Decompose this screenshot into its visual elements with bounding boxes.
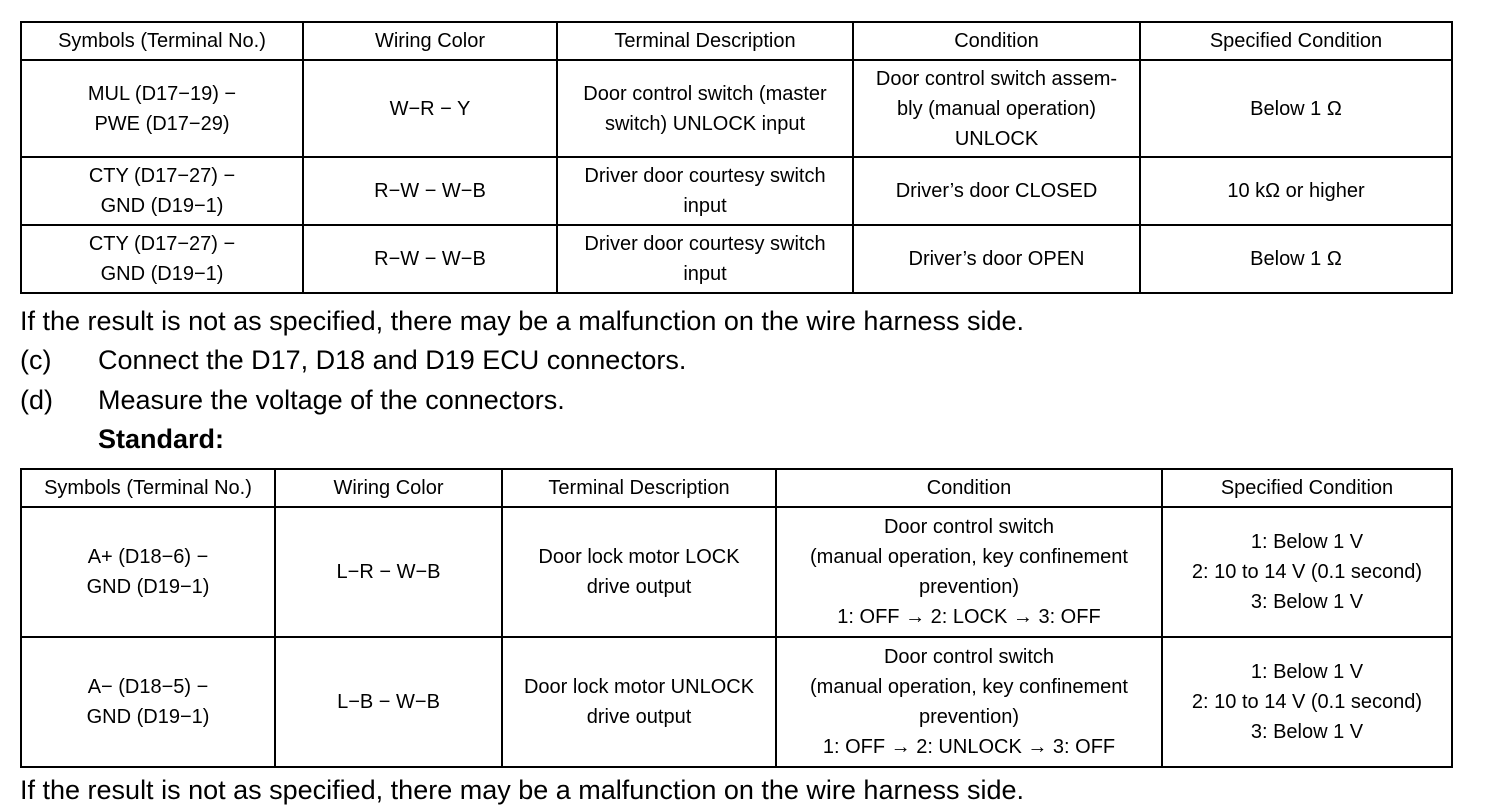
cell-symbols <box>21 157 303 225</box>
header-condition: Condition <box>776 469 1162 507</box>
cell-symbols <box>21 637 275 767</box>
description-line: switch) UNLOCK input <box>604 112 806 135</box>
symbols-line: A+ (D18−6) − <box>87 546 209 568</box>
symbols-line: MUL (D17−19) − <box>87 82 237 105</box>
cell-condition <box>853 60 1140 157</box>
symbols-line: A− (D18−5) − <box>87 676 209 698</box>
header-symbols: Symbols (Terminal No.) <box>21 469 275 507</box>
table-row <box>21 637 1452 767</box>
description-line: Driver door courtesy switch <box>584 233 826 255</box>
header-wiring-color: Wiring Color <box>275 469 502 507</box>
description-line: drive output <box>586 706 692 728</box>
cell-symbols <box>21 60 303 157</box>
cell-terminal-description <box>557 157 853 225</box>
symbols-line: CTY (D17−27) − <box>88 165 236 187</box>
step-c-text: Connect the D17, D18 and D19 ECU connectors. <box>98 345 687 375</box>
result-note-1: If the result is not as specified, there may be a malfunction on the wire harness side. <box>20 306 1025 336</box>
specified-line: 2: 10 to 14 V (0.1 second) <box>1191 691 1423 713</box>
specified-line: 3: Below 1 V <box>1250 591 1364 613</box>
header-specified-condition: Specified Condition <box>1140 22 1452 60</box>
header-specified-condition: Specified Condition <box>1162 469 1452 507</box>
cell-condition <box>853 157 1140 225</box>
specified-line: 3: Below 1 V <box>1250 721 1364 743</box>
cell-wiring-color: L−B − W−B <box>275 637 502 767</box>
condition-line: 1: OFF → 2: UNLOCK → 3: OFF <box>822 736 1116 758</box>
cell-terminal-description <box>557 60 853 157</box>
table-row <box>21 60 1452 157</box>
specified-line: 1: Below 1 V <box>1250 531 1364 553</box>
specified-line: 2: 10 to 14 V (0.1 second) <box>1191 561 1423 583</box>
cell-wiring-color: W−R − Y <box>303 60 557 157</box>
condition-line: prevention) <box>918 576 1020 598</box>
cell-terminal-description <box>502 637 776 767</box>
cell-wiring-color: R−W − W−B <box>303 225 557 293</box>
cell-condition <box>853 225 1140 293</box>
cell-wiring-color: R−W − W−B <box>303 157 557 225</box>
step-d-marker: (d) <box>20 385 53 415</box>
table-row <box>21 225 1452 293</box>
table-row <box>21 507 1452 637</box>
step-d <box>20 385 565 415</box>
condition-line: (manual operation, key confinement <box>810 676 1128 698</box>
cell-specified-condition: Below 1 Ω <box>1140 225 1452 293</box>
cell-specified-condition: 10 kΩ or higher <box>1140 157 1452 225</box>
symbols-line: GND (D19−1) <box>100 263 224 285</box>
condition-line: Door control switch <box>883 646 1055 668</box>
header-wiring-color: Wiring Color <box>303 22 557 60</box>
condition-line: Door control switch assem- <box>875 67 1118 90</box>
cell-symbols <box>21 225 303 293</box>
header-terminal-description: Terminal Description <box>502 469 776 507</box>
condition-line: (manual operation, key confinement <box>810 546 1128 568</box>
cell-specified-condition <box>1162 637 1452 767</box>
symbols-line: GND (D19−1) <box>86 706 210 728</box>
description-line: Door lock motor LOCK <box>538 546 740 568</box>
cell-wiring-color: L−R − W−B <box>275 507 502 637</box>
resistance-spec-table <box>20 21 1453 294</box>
cell-terminal-description <box>557 225 853 293</box>
table-header-row <box>21 22 1452 60</box>
voltage-spec-table <box>20 468 1453 768</box>
description-line: input <box>683 263 727 285</box>
header-condition: Condition <box>853 22 1140 60</box>
description-line: Driver door courtesy switch <box>584 165 826 187</box>
header-symbols: Symbols (Terminal No.) <box>21 22 303 60</box>
step-c <box>20 345 686 375</box>
table-header-row <box>21 469 1452 507</box>
step-d-text: Measure the voltage of the connectors. <box>98 385 565 415</box>
table-row <box>21 157 1452 225</box>
condition-line: Driver’s door CLOSED <box>895 180 1098 202</box>
description-line: input <box>683 195 727 217</box>
standard-heading: Standard: <box>98 424 225 454</box>
condition-line: Door control switch <box>883 516 1055 538</box>
description-line: Door lock motor UNLOCK <box>523 676 755 698</box>
symbols-line: CTY (D17−27) − <box>88 233 236 255</box>
condition-line: UNLOCK <box>954 127 1039 150</box>
cell-specified-condition: Below 1 Ω <box>1140 60 1452 157</box>
symbols-line: GND (D19−1) <box>86 576 210 598</box>
condition-line: bly (manual operation) <box>897 97 1096 120</box>
cell-condition <box>776 507 1162 637</box>
cell-condition <box>776 637 1162 767</box>
step-c-marker: (c) <box>20 345 52 375</box>
specified-line: 1: Below 1 V <box>1250 661 1364 683</box>
cell-specified-condition <box>1162 507 1452 637</box>
symbols-line: PWE (D17−29) <box>94 112 230 135</box>
cell-symbols <box>21 507 275 637</box>
result-note-2: If the result is not as specified, there may be a malfunction on the wire harness side. <box>20 775 1025 805</box>
symbols-line: GND (D19−1) <box>100 195 224 217</box>
description-line: drive output <box>586 576 692 598</box>
condition-line: prevention) <box>918 706 1020 728</box>
condition-line: Driver’s door OPEN <box>908 248 1085 270</box>
condition-line: 1: OFF → 2: LOCK → 3: OFF <box>837 606 1101 628</box>
header-terminal-description: Terminal Description <box>557 22 853 60</box>
description-line: Door control switch (master <box>583 82 827 105</box>
cell-terminal-description <box>502 507 776 637</box>
